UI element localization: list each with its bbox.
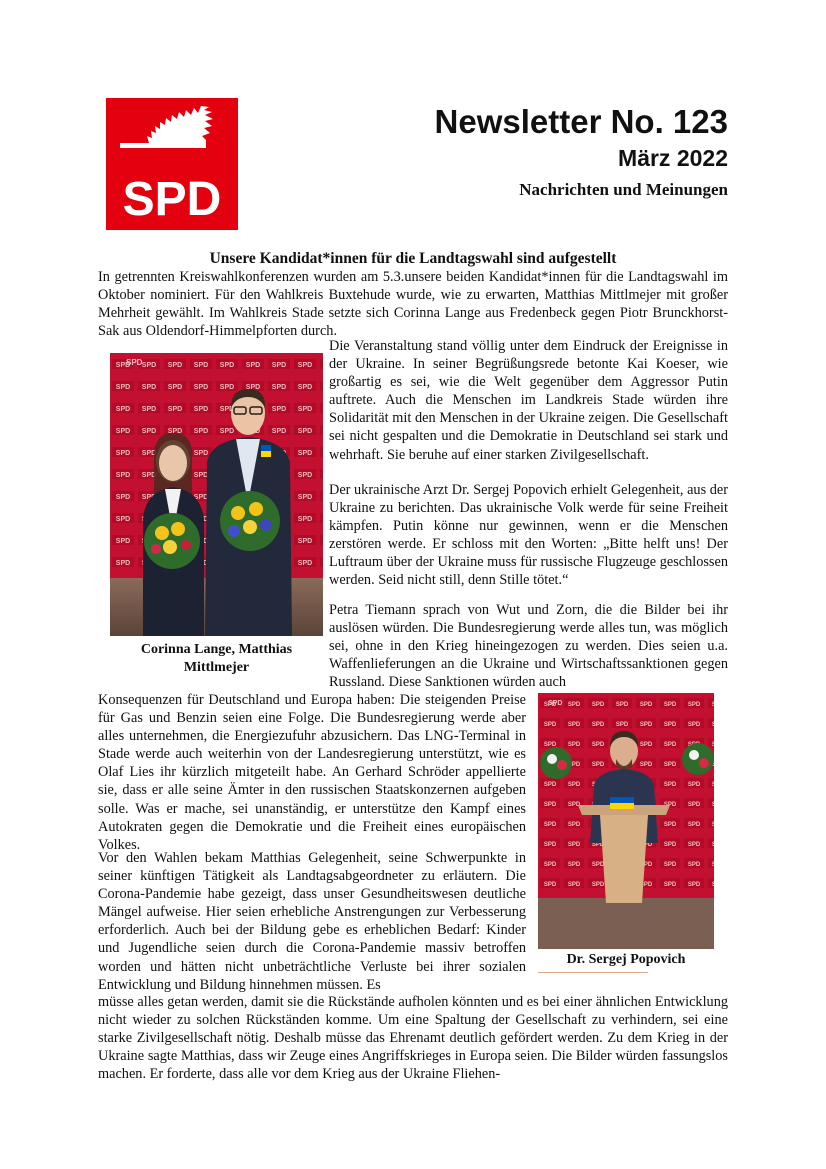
photo-candidates: [110, 353, 323, 636]
caption-divider: [538, 972, 648, 973]
paragraph-3: Petra Tiemann sprach von Wut und Zorn, die die Bilder bei ihr auslösen würden. Die Bundesregierung werde alles tun, was möglich sei, ohne in den Krieg hineingezogen zu werden. Dies seien u.a. Waffenlieferungen an die Ukraine und Wirtschaftssanktionen gegen Russland. Diese Sanktionen würden auch: [329, 602, 728, 691]
photo1-backdrop-text: SPD: [126, 358, 143, 367]
article-intro: In getrennten Kreiswahlkonferenzen wurden am 5.3.unsere beiden Kandidat*innen für die Landtagswahl im Oktober nominiert. Für den Wahlkreis Buxtehude wurde, wie zu erwarten, Matthias Mittlmejer mit großer Mehrheit gewählt. Im Wahlkreis Stade setzte sich Corinna Lange aus Fredenbeck gegen Piotr Brunckhorst-Sak aus Oldendorf-Himmelpforten durch.: [98, 269, 728, 340]
photo-popovich: [538, 693, 714, 949]
spd-logo: [106, 98, 238, 230]
newsletter-date: März 2022: [618, 145, 728, 171]
newsletter-title: Newsletter No. 123: [434, 103, 728, 140]
paragraph-6: müsse alles getan werden, damit sie die Rückstände aufholen könnten und es bei einer ähnlichen Entwicklung nicht wieder zu solchen Rückständen komme. Um eine Spaltung der Gesellschaft zu verhindern, sei eine starke Zivilgesellschaft nötig. Deshalb müsse das Ehrenamt deutlich gefördert werden. Zu dem Krieg in der Ukraine sagte Matthias, dass wir Zeuge eines Angriffskrieges in Europa seien. Die Bilder würden fassungslos machen. Er forderte, dass alle vor dem Krieg aus der Ukraine Fliehen-: [98, 994, 728, 1083]
photo2-caption: Dr. Sergej Popovich: [566, 952, 686, 967]
spd-logo-text: SPD: [122, 173, 222, 226]
newsletter-subtitle: Nachrichten und Meinungen: [519, 180, 728, 199]
paragraph-4: Konsequenzen für Deutschland und Europa haben: Die steigenden Preise für Gas und Benzin seien eine Folge. Die Bundesregierung werde aber alles unternehmen, die Energiezufuhr abzusichern. Das LNG-Terminal in Stade werde auch weiterhin von der Landesregierung unterstützt, wie es Olaf Lies ihr kürzlich mitgeteilt habe. An Gerhard Schröder appellierte sie, dass er alle seine Ämter in den russischen Staatskonzernen aufgeben solle. Was er mache, sei unanständig, er unterstütze den Kampf eines Autokraten gegen die Demokratie und die Freiheit eines europäischen Volkes.: [98, 692, 526, 853]
spd-logo-graphic: [106, 98, 238, 230]
photo2-backdrop-text: SPD: [548, 700, 563, 707]
paragraph-2: Der ukrainische Arzt Dr. Sergej Popovich erhielt Gelegenheit, aus der Ukraine zu berichten. Das ukrainische Volk werde für seine Freiheit kämpfen. Putin könne nur gewinnen, wenn er die Menschen zerstören werde. Er schloss mit den Worten: „Bitte helft uns! Der Luftraum über der Ukraine muss für russische Flugzeuge geschlossen werden. Seid nicht still, denn Stille tötet.“: [329, 482, 728, 589]
paragraph-5: Vor den Wahlen bekam Matthias Gelegenheit, seine Schwerpunkte in seiner künftigen Tätigkeit als Landtagsabgeordneter zu erläutern. Die Corona-Pandemie habe gezeigt, dass unser Gesundheitswesen deutliche Mängel aufweise. Hier seien erhebliche Anstrengungen zur Verbesserung erforderlich. Auch bei der Bildung gebe es erheblichen Bedarf: Kinder und Jugendliche seien durch die Corona-Pandemie massiv betroffen worden und hätten nicht unbeträchtliche Verluste bei ihrer sozialen Entwicklung und Bildung hinnehmen müssen. Es: [98, 850, 526, 993]
article-title: Unsere Kandidat*innen für die Landtagswahl sind aufgestellt: [209, 250, 617, 267]
paragraph-1: Die Veranstaltung stand völlig unter dem Eindruck der Ereignisse in der Ukraine. In seiner Begrüßungsrede betonte Kai Koeser, wie großartig es sei, wie die Welt gegenüber dem Aggressor Putin auftrete. Auch die Menschen im Landkreis Stade würden ihre Solidarität mit den Menschen in der Ukraine zeigen. Die Gesellschaft sei nicht gespalten und die Demokratie in Deutschland sei stark und wehrhaft. Sie beruhe auf einer starken Zivilgesellschaft.: [329, 338, 728, 463]
photo1-caption: Corinna Lange, Matthias Mittlmejer: [140, 642, 293, 675]
